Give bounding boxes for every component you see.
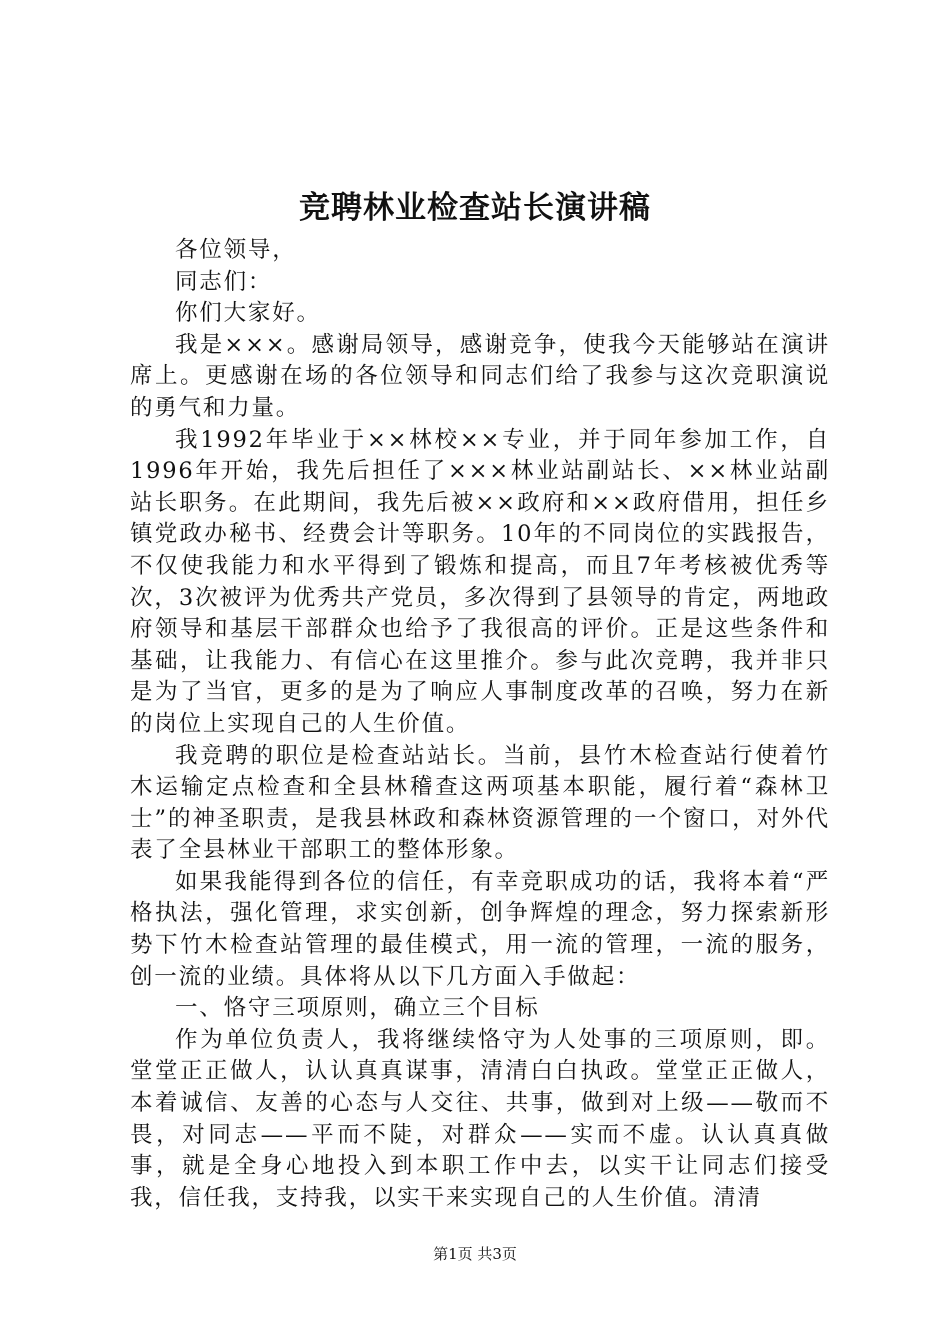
paragraph-salutation-comrades: 同志们： (175, 268, 273, 295)
document-title: 竞聘林业检查站长演讲稿 (299, 190, 651, 226)
section-heading-one: 一、恪守三项原则，确立三个目标 (175, 995, 540, 1022)
document-body (130, 235, 830, 1214)
page-footer: 第1页 共3页 (433, 1245, 517, 1263)
paragraph-greeting: 你们大家好。 (175, 300, 321, 327)
paragraph-commitment: 如果我能得到各位的信任，有幸竞职成功的话，我将本着“严格执法，强化管理，求实创新，创争辉煌的理念，努力探索新形势下竹木检查站管理的最佳模式，用一流的管理，一流的服务，创一流的业绩。具体将从以下几方面入手做起： (130, 868, 830, 990)
paragraph-position: 我竞聘的职位是检查站站长。当前，县竹木检查站行使着竹木运输定点检查和全县林稽查这两项基本职能，履行着“森林卫士”的神圣职责，是我县林政和森林资源管理的一个窗口，对外代表了全县林业干部职工的整体形象。 (130, 742, 830, 864)
paragraph-principles: 作为单位负责人，我将继续恪守为人处事的三项原则，即。堂堂正正做人，认认真真谋事，清清白白执政。堂堂正正做人，本着诚信、友善的心态与人交往、共事，做到对上级——敬而不畏，对同志——平而不陡，对群众——实而不虚。认认真真做事，就是全身心地投入到本职工作中去，以实干让同志们接受我，信任我，支持我，以实干来实现自己的人生价值。清清 (130, 1026, 830, 1211)
paragraph-salutation-leaders: 各位领导， (175, 237, 297, 263)
paragraph-introduction: 我是×××。感谢局领导，感谢竞争，使我今天能够站在演讲席上。更感谢在场的各位领导和同志们给了我参与这次竞职演说的勇气和力量。 (130, 331, 830, 421)
paragraph-experience: 我1992年毕业于××林校××专业，并于同年参加工作，自1996年开始，我先后担任了×××林业站副站长、××林业站副站长职务。在此期间，我先后被××政府和××政府借用，担任乡镇党政办秘书、经费会计等职务。10年的不同岗位的实践报告，不仅使我能力和水平得到了锻炼和提高，而且7年考核被优秀等次，3次被评为优秀共产党员，多次得到了县领导的肯定，两地政府领导和基层干部群众也给予了我很高的评价。正是这些条件和基础，让我能力、有信心在这里推介。参与此次竞聘，我并非只是为了当官，更多的是为了响应人事制度改革的召唤，努力在新的岗位上实现自己的人生价值。 (130, 426, 830, 737)
